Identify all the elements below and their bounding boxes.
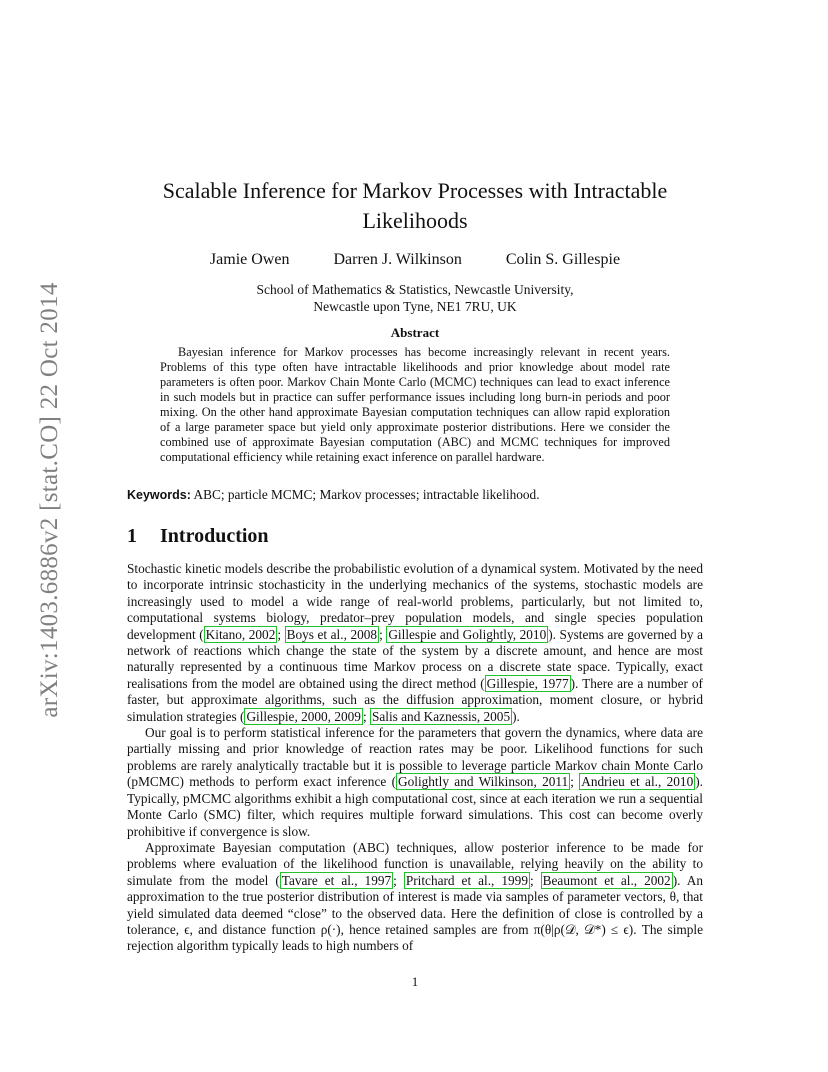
citation-link[interactable]: Golightly and Wilkinson, 2011 [398,774,569,790]
text-run: Our goal is to perform statistical inference for the parameters that govern the dynamics, where data are partially missing and prior knowledge of reaction rates may be poor. Likelihood functions for such problems are rarely analytically tractable but it is possible to leverage particle Markov chain Monte Carlo (pMCMC) methods to perform exact inference ( [127,725,703,790]
author-name: Jamie Owen [209,251,290,268]
affiliation [127,281,703,315]
citation-link[interactable]: Tavare et al., 1997 [281,872,392,888]
arxiv-identifier-stamp: arXiv:1403.6886v2 [stat.CO] 22 Oct 2014 [36,282,63,718]
affiliation-line-2: Newcastle upon Tyne, NE1 7RU, UK [313,299,517,314]
text-run: ; [529,872,541,888]
text-run: ; [379,626,387,642]
author-name: Colin S. Gillespie [505,251,621,268]
page-number: 1 [411,974,419,989]
text-run: ). Systems are governed by a network of reactions which change the state of the system by a discrete amount, and hence are most naturally represented by a continuous time Markov process on a discrete state space. Typically, exact realisations from the model are obtained using the direct method ( [127,626,704,691]
abstract-text: Bayesian inference for Markov processes has become increasingly relevant in recent years. Problems of this type often have intractable likelihoods and prior knowledge about model rate parameters is often poor. Markov Chain Monte Carlo (MCMC) techniques can lead to exact inference in such models but in practice can suffer performance issues including long burn-in periods and poor mixing. On the other hand approximate Bayesian computation techniques can allow rapid exploration of a large parameter space but yield only approximate posterior distributions. Here we consider the combined use of approximate Bayesian computation (ABC) and MCMC techniques for improved computational efficiency while retaining exact inference on parallel hardware. [160,345,670,464]
keywords-text: ABC; particle MCMC; Markov processes; intractable likelihood. [190,487,540,502]
affiliation-line-1: School of Mathematics & Statistics, Newcastle University, [256,282,574,297]
section-heading-introduction [127,525,703,548]
text-run: Stochastic kinetic models describe the probabilistic evolution of a dynamical system. Motivated by the need to incorporate intrinsic stochasticity in the underlying mechanics of the systems, stochastic models are increasingly used to model a wide range of real-world problems, particularly, but not limited to, computational systems biology, predator–prey population models, and single species population development ( [127,561,703,642]
citation-link[interactable]: Kitano, 2002 [205,626,276,642]
paragraph-3 [127,840,703,955]
citation-link[interactable]: Andrieu et al., 2010 [581,774,694,790]
section-title: Introduction [160,525,269,547]
text-run: ). Typically, pMCMC algorithms exhibit a high computational cost, since at each iteration we run a sequential Monte Carlo (SMC) filter, which requires multiple forward simulations. This cost can become overly prohibitive if convergence is slow. [127,774,703,839]
section-number: 1 [127,525,137,547]
text-run: ; [570,774,580,790]
author-name: Darren J. Wilkinson [333,251,462,268]
citation-link[interactable]: Gillespie, 1977 [486,675,569,691]
title-line-1: Scalable Inference for Markov Processes with Intractable [162,178,668,203]
paragraph-1 [127,561,703,725]
citation-link[interactable]: Pritchard et al., 1999 [405,872,528,888]
text-run: ). [512,708,520,724]
text-run: ; [362,708,370,724]
citation-link[interactable]: Salis and Kaznessis, 2005 [371,708,511,724]
abstract-heading: Abstract [390,325,440,340]
keywords-label: Keywords: [127,488,191,502]
citation-link[interactable]: Boys et al., 2008 [286,626,378,642]
author-list [127,251,703,269]
citation-link[interactable]: Gillespie, 2000, 2009 [246,708,361,724]
keywords [127,487,703,503]
text-run: ; [277,626,285,642]
text-run: Approximate Bayesian computation (ABC) techniques, allow posterior inference to be made for problems where evaluation of the likelihood function is unavailable, relying heavily on the ability to simulate from the model ( [127,839,703,888]
citation-link[interactable]: Beaumont et al., 2002 [542,872,671,888]
citation-link[interactable]: Gillespie and Golightly, 2010 [388,626,547,642]
paragraph-2 [127,725,703,840]
paper-title [127,176,703,236]
text-run: ). There are a number of faster, but approximate algorithms, such as the diffusion approximation, moment closure, or hybrid simulation strategies ( [127,675,703,724]
text-run: ; [393,872,404,888]
title-line-2: Likelihoods [362,208,468,233]
text-run: ). An approximation to the true posterior distribution of interest is made via samples of parameter vectors, θ, that yield simulated data deemed “close” to the observed data. Here the definition of close is controlled by a tolerance, ϵ, and distance function ρ(·), hence retained samples are from π(θ|ρ(𝒟, 𝒟*) ≤ ϵ). The simple rejection algorithm typically leads to high numbers of [127,872,703,954]
introduction-body [127,561,703,955]
